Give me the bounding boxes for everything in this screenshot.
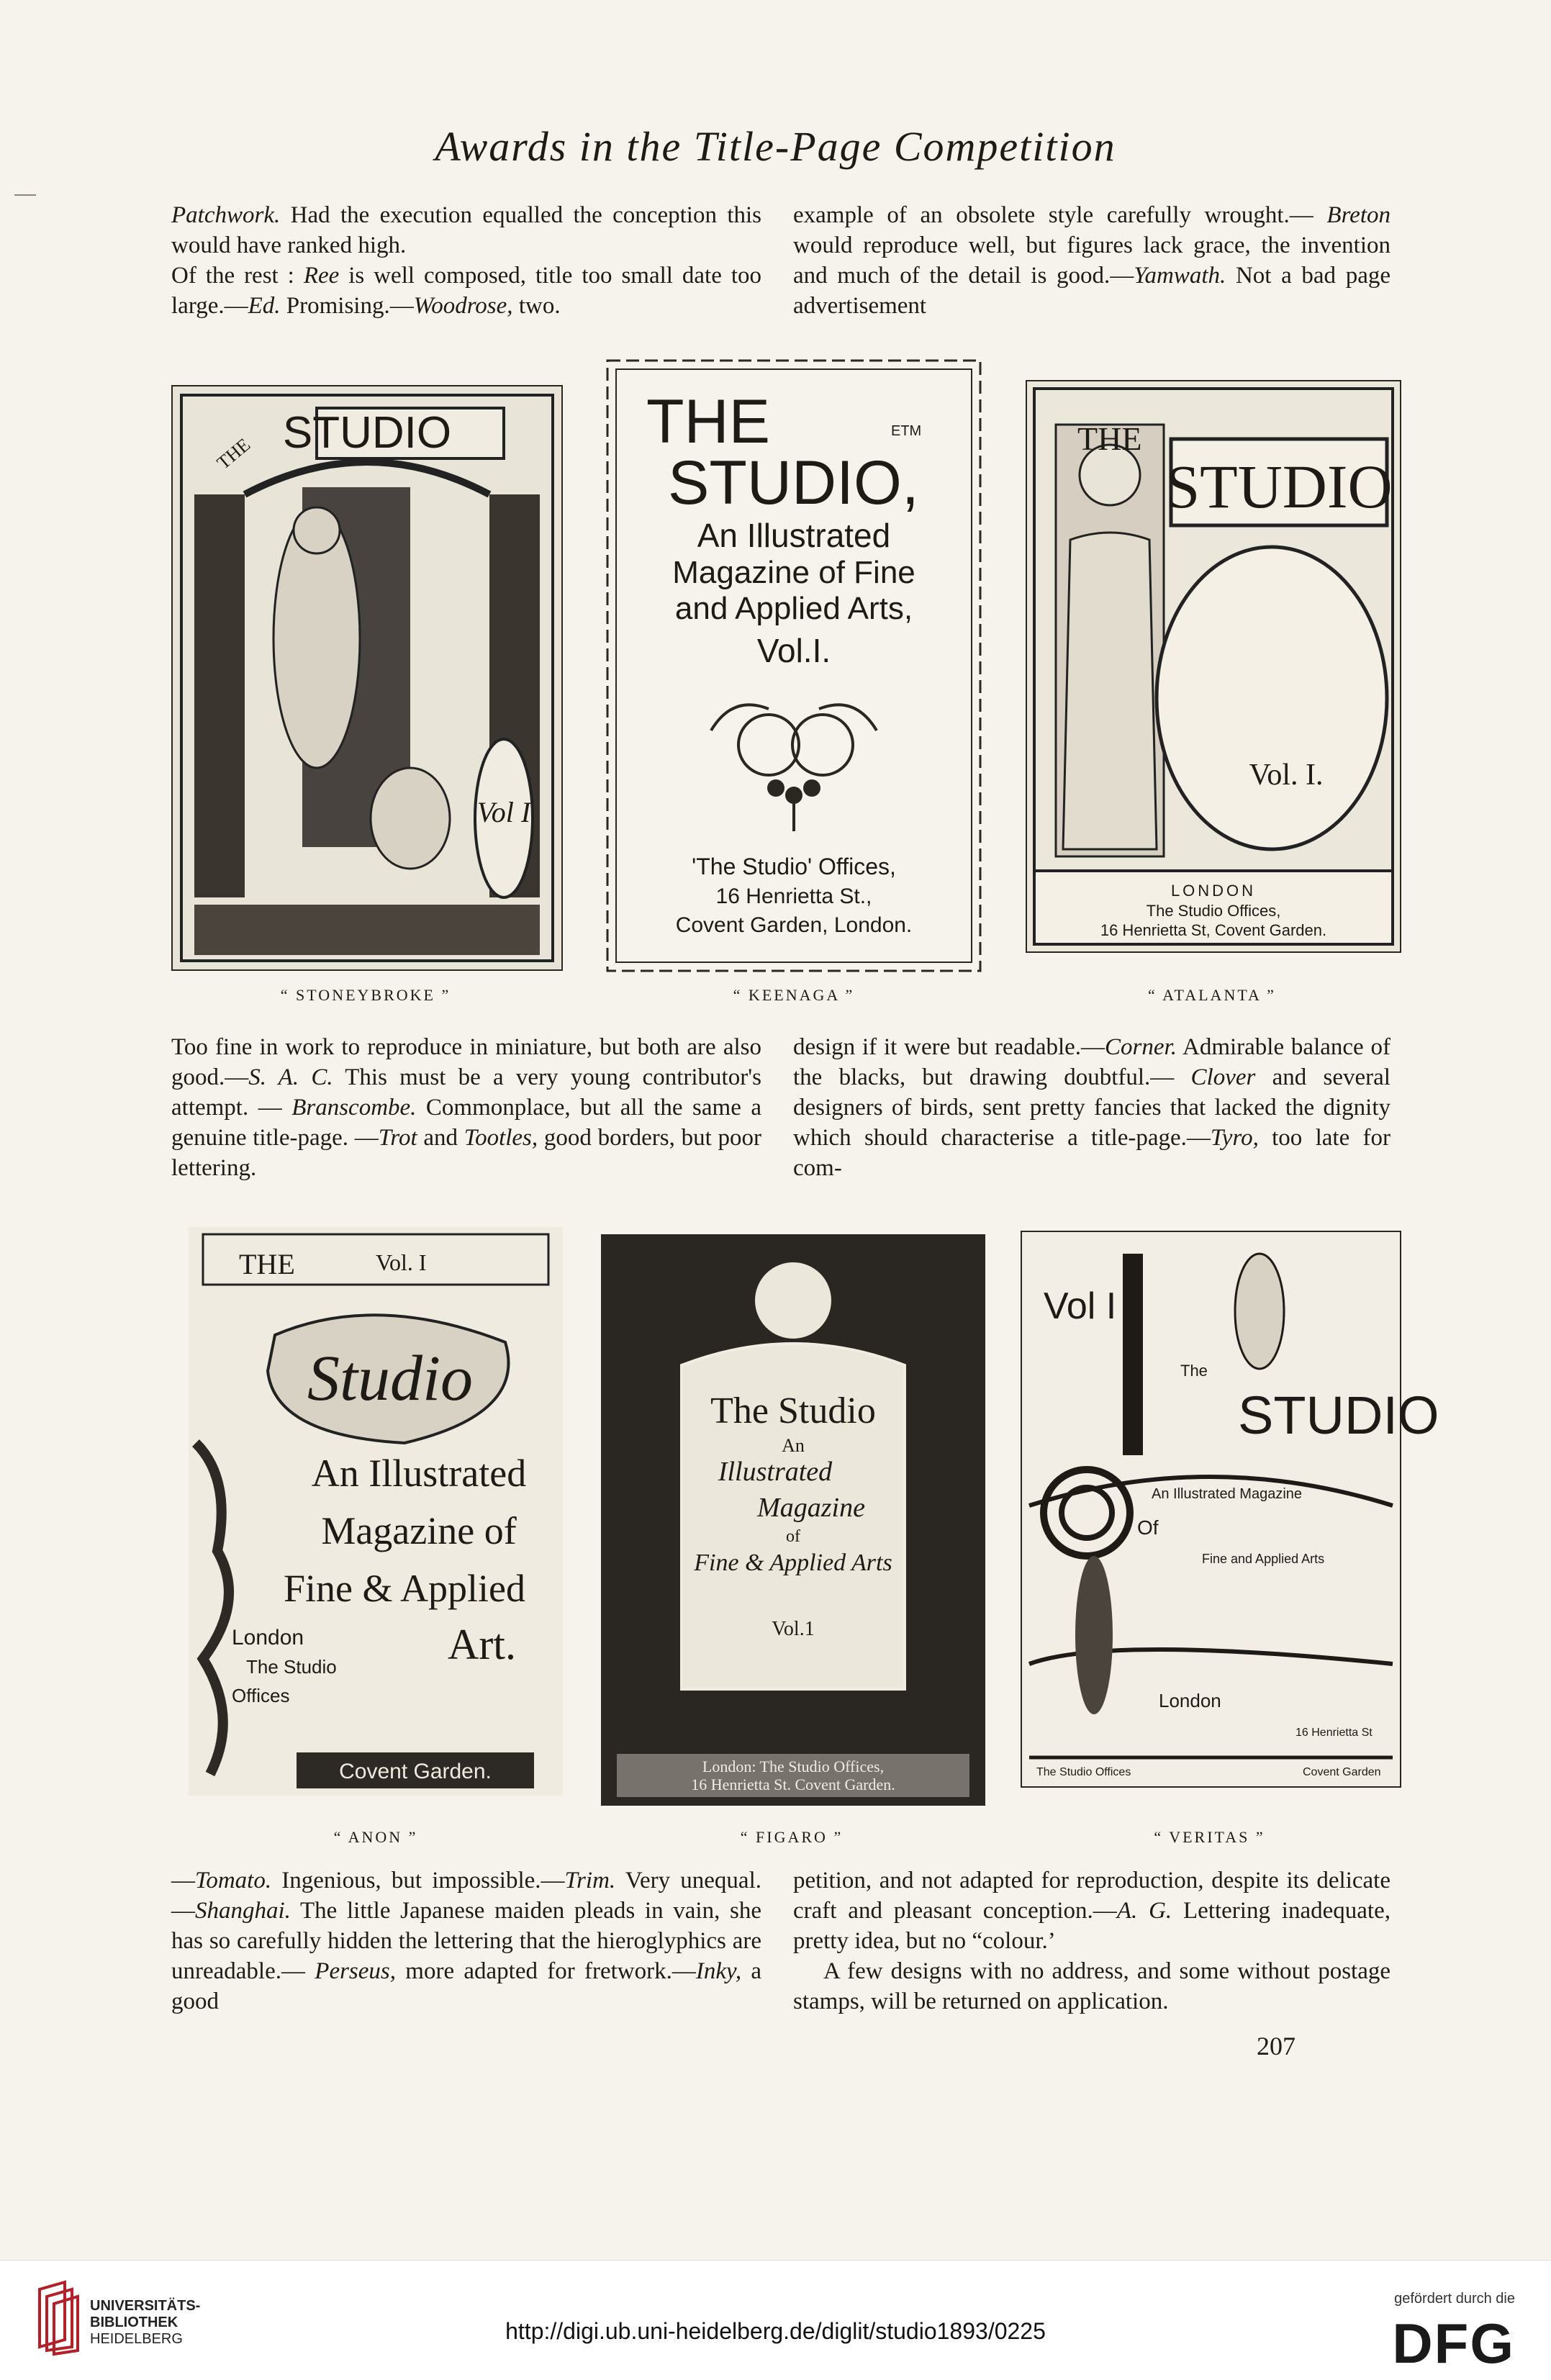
anon-the-text: THE — [239, 1248, 295, 1280]
anon-london-text: London — [232, 1626, 304, 1650]
keenaga-fruit-ornament — [711, 705, 877, 831]
figure-anon — [189, 1227, 563, 1796]
italic-name: Patchwork. — [171, 202, 281, 228]
italic-name: Tomato. — [195, 1868, 272, 1893]
italic-name: Ed. — [248, 293, 281, 319]
veritas-of-text: Of — [1137, 1516, 1159, 1539]
caption-keenaga: “ KEENAGA ” — [733, 986, 855, 1004]
text-run: Of the rest : — [171, 263, 304, 289]
veritas-fine-text: Fine and Applied Arts — [1202, 1552, 1325, 1566]
caption-atalanta: “ ATALANTA ” — [1148, 986, 1276, 1004]
text-run: Very unequal.— — [171, 1868, 761, 1924]
keenaga-studio: STUDIO, — [668, 448, 919, 517]
paragraph — [793, 1032, 1391, 1183]
caption-veritas: “ VERITAS ” — [1154, 1828, 1265, 1846]
veritas-the-text: The — [1180, 1362, 1208, 1380]
italic-name: Yamwath. — [1134, 263, 1226, 289]
figaro-illustrated-text: Illustrated — [718, 1457, 833, 1487]
text-run: Had the execution equalled the conception this would have ranked high. — [171, 202, 761, 258]
paragraph — [793, 1865, 1391, 1956]
text-run: design if it were but readable.— — [793, 1034, 1105, 1060]
italic-name: Tootles, — [464, 1125, 538, 1151]
anon-offices-text: Offices — [232, 1685, 290, 1706]
text-run: more adapted for fretwork.— — [396, 1958, 696, 1984]
text-run: and — [417, 1125, 464, 1151]
figaro-london-text: London: The Studio Offices, — [702, 1757, 885, 1775]
italic-name: Trot — [378, 1125, 417, 1151]
text-run: two. — [512, 293, 561, 319]
veritas-street-text: 16 Henrietta St — [1295, 1727, 1373, 1739]
figure-atalanta — [1026, 380, 1401, 953]
anon-thestudio-text: The Studio — [246, 1656, 337, 1678]
text-run: Commonplace, but all the same a genuine title-page. — — [171, 1095, 761, 1151]
italic-name: A. G. — [1116, 1898, 1172, 1924]
middle-right-column — [793, 1032, 1391, 1183]
text-run: Not a bad page advertisement — [793, 263, 1391, 319]
footer — [0, 2260, 1551, 2380]
keenaga-line-arts: and Applied Arts, — [674, 591, 913, 626]
paragraph — [171, 1865, 761, 2017]
text-run: The little Japanese maiden pleads in vain, she has so carefully hidden the lettering that the hieroglyphics are unreadable.— — [171, 1898, 761, 1984]
figure-stoneybroke — [171, 385, 563, 971]
text-run: A few designs with no address, and some without postage stamps, will be returned on application. — [793, 1958, 1391, 2014]
keenaga-line-vol: Vol.I. — [756, 632, 831, 669]
italic-name: Branscombe. — [291, 1095, 417, 1121]
italic-name: Ree — [303, 263, 340, 289]
text-run: would reproduce well, but figures lack grace, the invention and much of the detail is good.— — [793, 232, 1391, 289]
figaro-an-text: An — [782, 1435, 805, 1456]
text-run: good borders, but poor lettering. — [171, 1125, 761, 1181]
text-run: Ingenious, but impossible.— — [271, 1868, 565, 1893]
atalanta-address-text: 16 Henrietta St, Covent Garden. — [1100, 921, 1327, 939]
text-run: — — [171, 1868, 195, 1893]
stoneybroke-the-text: THE — [212, 434, 255, 474]
figaro-vol-text: Vol.1 — [772, 1618, 815, 1640]
veritas-studio-text: STUDIO — [1238, 1385, 1439, 1445]
anon-fine-text: Fine & Applied — [284, 1567, 525, 1610]
page-number: 207 — [1257, 2032, 1295, 2060]
anon-studio-text: Studio — [307, 1343, 474, 1414]
veritas-illustration — [1022, 1232, 1439, 1786]
italic-name: Inky, — [695, 1958, 742, 1984]
institution-line-3: HEIDELBERG — [90, 2331, 183, 2347]
keenaga-illustration — [603, 356, 985, 975]
caption-stoneybroke: “ STONEYBROKE ” — [280, 986, 451, 1004]
veritas-london-text: London — [1159, 1690, 1221, 1711]
figure-figaro — [601, 1234, 985, 1806]
text-run: example of an obsolete style carefully wrought.— — [793, 202, 1327, 228]
text-run: a good — [171, 1958, 761, 2014]
caption-anon: “ ANON ” — [333, 1828, 418, 1846]
stoneybroke-title-text: STUDIO — [282, 408, 452, 458]
keenaga-monogram: ETM — [891, 423, 922, 439]
atalanta-illustration — [1027, 381, 1400, 951]
keenaga-line-offices: 'The Studio' Offices, — [692, 854, 896, 879]
atalanta-the-text: THE — [1077, 420, 1142, 457]
atalanta-title-text: STUDIO — [1165, 452, 1393, 521]
text-run: petition, and not adapted for reproduction, despite its delicate craft and pleasant conception.— — [793, 1868, 1391, 1924]
paragraph — [793, 200, 1391, 321]
italic-name: Tyro, — [1210, 1125, 1259, 1151]
italic-name: S. A. C. — [248, 1064, 333, 1090]
paragraph — [171, 261, 761, 321]
text-run: This must be a very young contributor's attempt. — — [171, 1064, 761, 1121]
paragraph — [171, 1032, 761, 1183]
institution-line-2: BIBLIOTHEK — [90, 2315, 178, 2330]
middle-left-column — [171, 1032, 761, 1183]
keenaga-line-magazine: Magazine of Fine — [672, 555, 915, 590]
stoneybroke-illustration — [173, 386, 561, 969]
veritas-vol-text: Vol I — [1044, 1285, 1117, 1327]
figaro-of-text: of — [786, 1527, 800, 1546]
anon-vol-text: Vol. I — [376, 1249, 427, 1275]
anon-magazine-text: Magazine of — [321, 1509, 517, 1552]
veritas-offices-text: The Studio Offices — [1036, 1766, 1131, 1778]
text-run: and several designers of birds, sent pretty fancies that lacked the dignity which should characterise a title-page.— — [793, 1064, 1391, 1151]
italic-name: Breton — [1326, 202, 1391, 228]
text-run: Lettering inadequate, pretty idea, but no “colour.’ — [793, 1898, 1391, 1954]
figaro-magazine-text: Magazine — [757, 1493, 865, 1523]
paragraph — [171, 200, 761, 261]
top-right-column — [793, 200, 1391, 321]
anon-illustrated-text: An Illustrated — [311, 1452, 527, 1495]
keenaga-line-illustrated: An Illustrated — [697, 517, 891, 554]
institution-line-1: UNIVERSITÄTS- — [90, 2298, 201, 2314]
anon-covent-garden-text: Covent Garden. — [339, 1760, 492, 1783]
stoneybroke-vol-text: Vol I — [476, 796, 531, 828]
paragraph — [793, 1956, 1391, 2017]
text-run: Admirable balance of the blacks, but drawing doubtful.— — [793, 1034, 1391, 1090]
bottom-right-column — [793, 1865, 1391, 2017]
page-title: Awards in the Title-Page Competition — [435, 123, 1116, 170]
atalanta-london-text: LONDON — [1170, 882, 1257, 900]
anon-art-text: Art. — [448, 1621, 516, 1668]
anon-illustration — [189, 1227, 563, 1796]
atalanta-vol-text: Vol. I. — [1249, 759, 1324, 792]
source-url-link[interactable]: http://digi.ub.uni-heidelberg.de/diglit/studio1893/0225 — [505, 2318, 1046, 2344]
italic-name: Trim. — [564, 1868, 616, 1893]
figaro-studio-text: The Studio — [710, 1390, 876, 1431]
atalanta-offices-text: The Studio Offices, — [1146, 902, 1281, 920]
italic-name: Woodrose, — [413, 293, 513, 319]
text-run: Promising.— — [280, 293, 414, 319]
italic-name: Shanghai. — [195, 1898, 291, 1924]
bottom-left-column — [171, 1865, 761, 2017]
figaro-illustration — [602, 1236, 984, 1804]
top-left-column — [171, 200, 761, 321]
text-run: is well composed, title too small date too large.— — [171, 263, 762, 319]
figaro-fine-text: Fine & Applied Arts — [694, 1549, 892, 1576]
veritas-covent-text: Covent Garden — [1303, 1766, 1381, 1778]
keenaga-line-street: 16 Henrietta St., — [715, 884, 872, 908]
italic-name: Clover — [1190, 1064, 1256, 1090]
margin-mark — [14, 194, 36, 196]
italic-name: Perseus, — [315, 1958, 397, 1984]
text-run: too late for com- — [793, 1125, 1391, 1181]
keenaga-the: THE — [646, 387, 770, 456]
italic-name: Corner. — [1105, 1034, 1177, 1060]
caption-figaro: “ FIGARO ” — [740, 1828, 844, 1846]
figure-keenaga — [603, 356, 985, 975]
figaro-address-text: 16 Henrietta St. Covent Garden. — [691, 1775, 895, 1793]
dfg-logo: DFG — [1392, 2312, 1515, 2375]
figure-veritas — [1021, 1231, 1439, 1788]
veritas-illustrated-text: An Illustrated Magazine — [1152, 1486, 1303, 1502]
text-run: Too fine in work to reproduce in miniature, but both are also good.— — [171, 1034, 761, 1090]
keenaga-line-london: Covent Garden, London. — [675, 913, 913, 937]
funding-label: gefördert durch die — [1394, 2291, 1515, 2307]
